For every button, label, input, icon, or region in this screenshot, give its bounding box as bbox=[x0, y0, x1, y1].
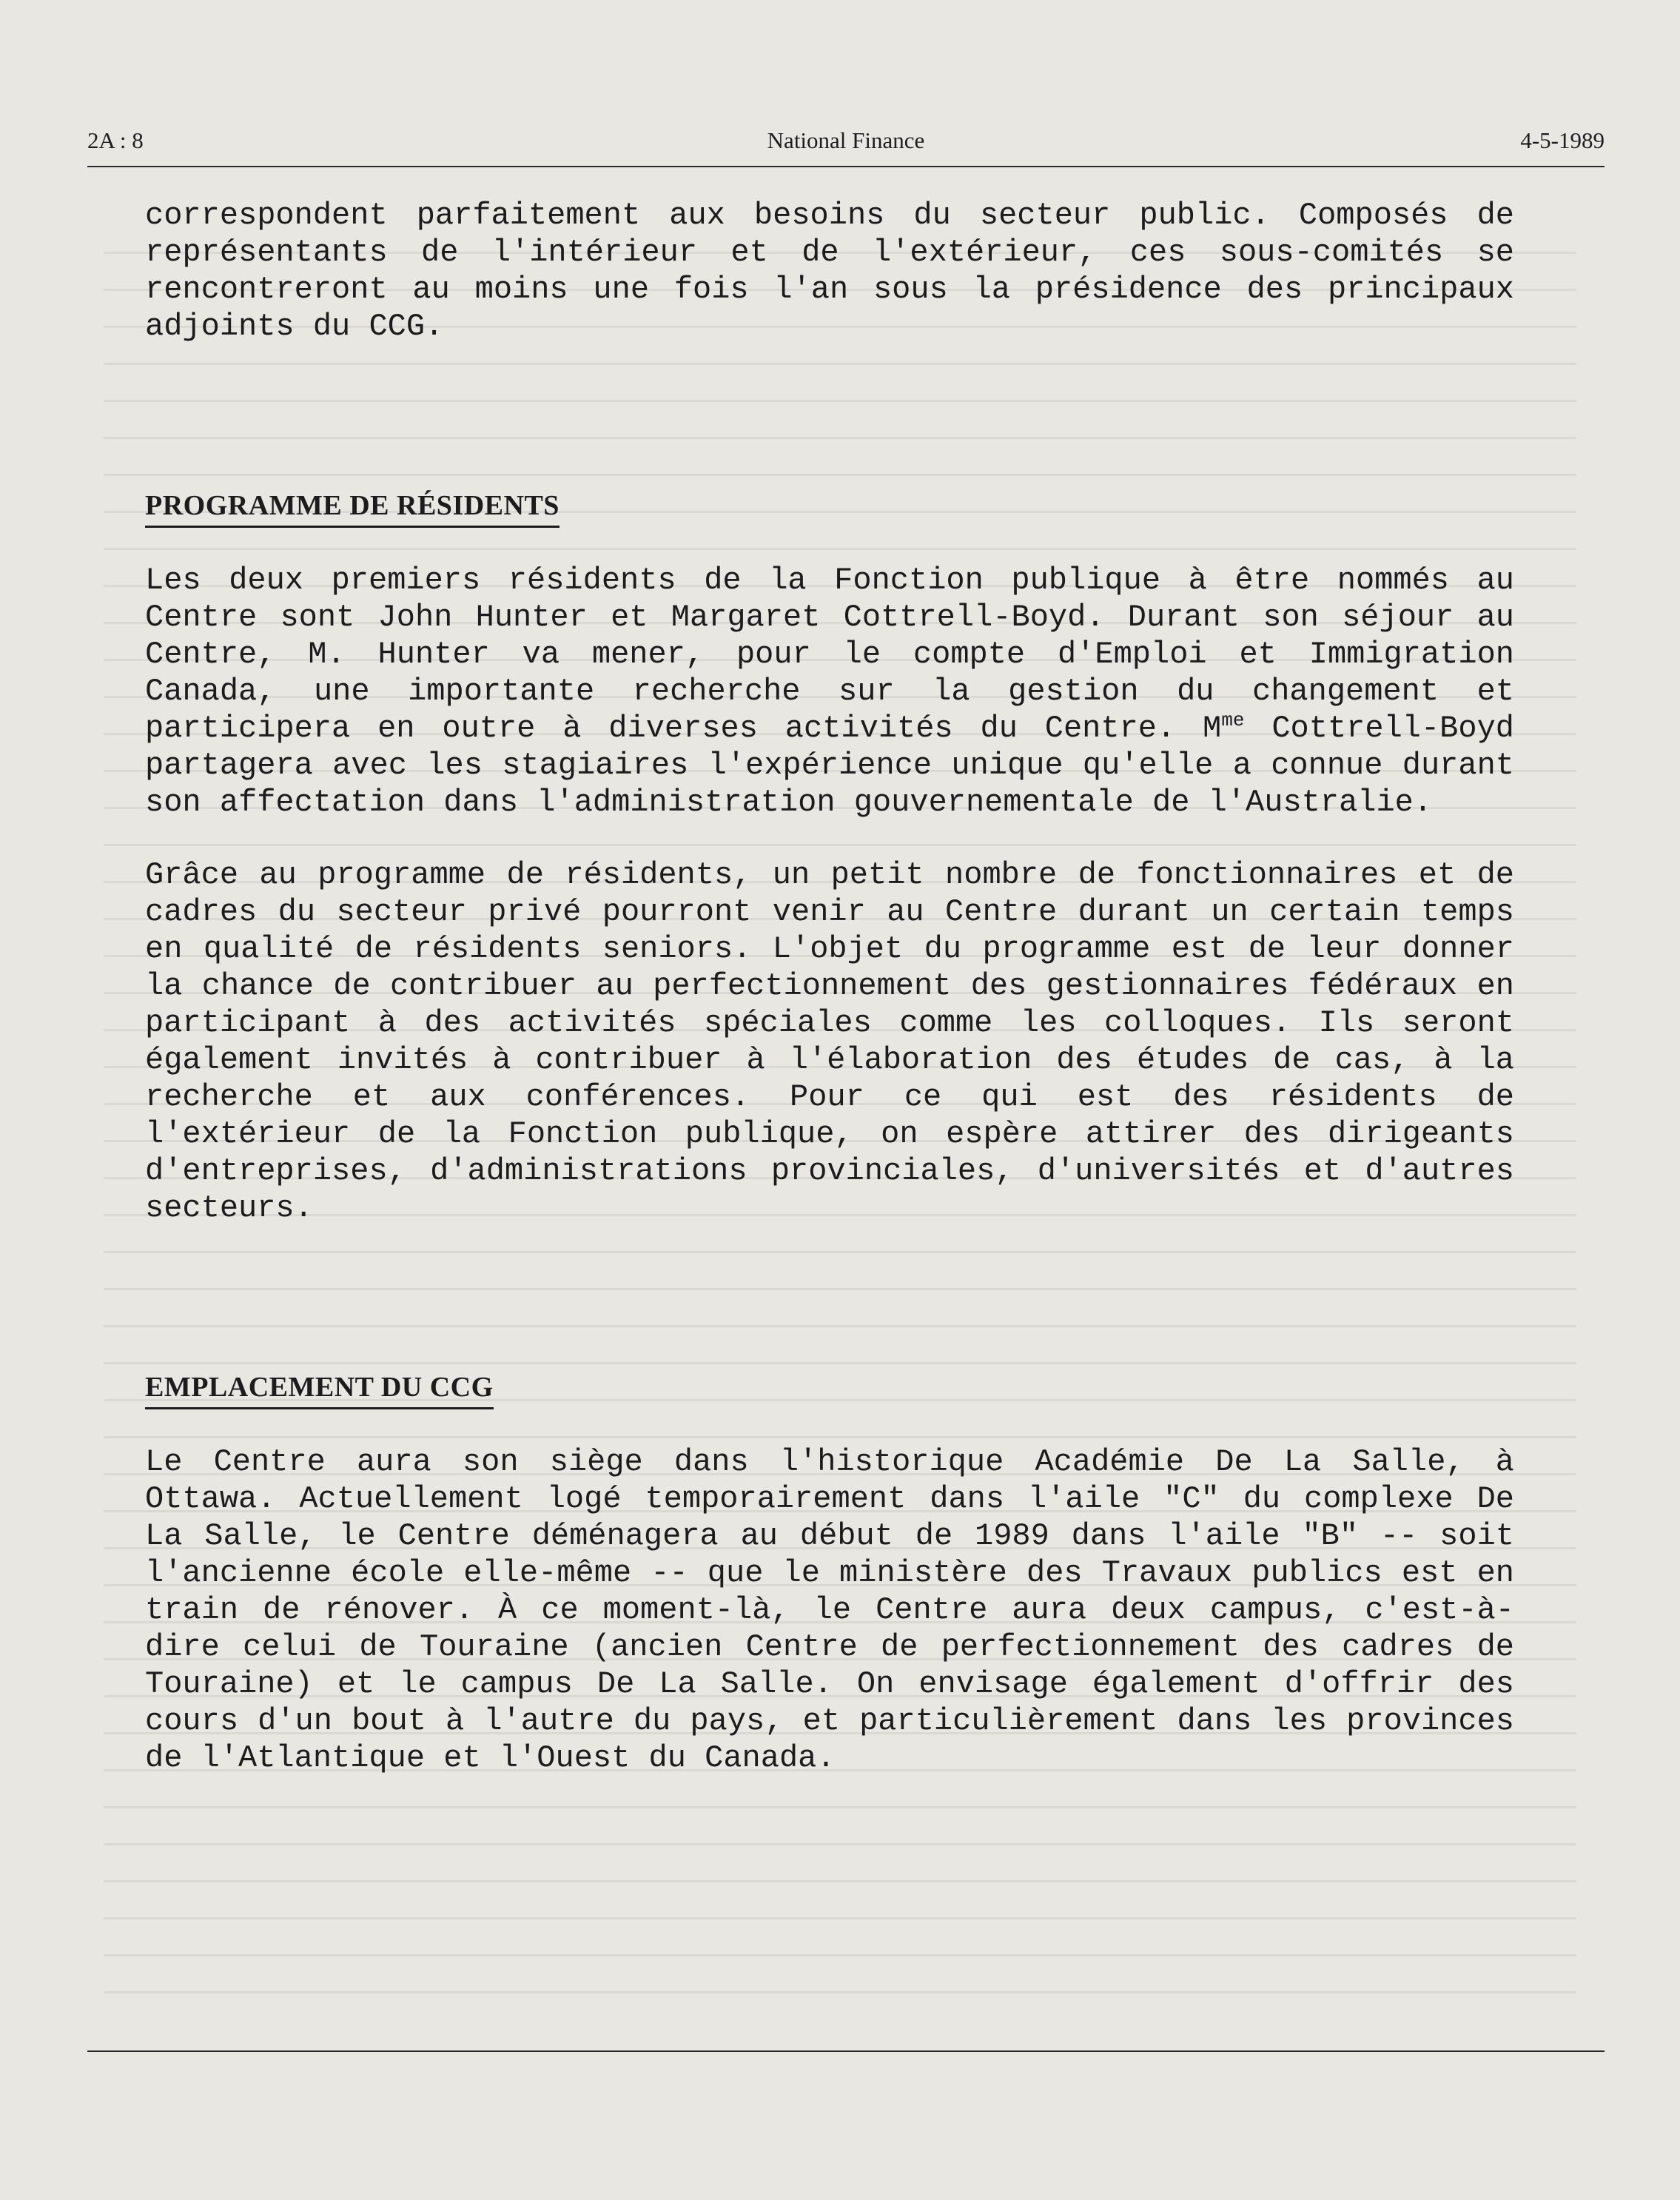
section-heading-wrapper bbox=[145, 487, 1514, 528]
emplacement-paragraph: Le Centre aura son siège dans l'historique Académie De La Salle, à Ottawa. Actuellement logé temporairement dans l'aile "C" du complexe De La Salle, le Centre déménagera au début de 1989 dans l'aile "B" -- soit l'ancienne école elle-même -- que le ministère des Travaux publics est en train de rénover. À ce moment-là, le Centre aura deux campus, c'est-à-dire celui de Touraine (ancien Centre de perfectionnement des cadres de Touraine) et le campus De La Salle. On envisage également d'offrir des cours d'un bout à l'autre du pays, et particulièrement dans les provinces de l'Atlantique et l'Ouest du Canada. bbox=[145, 1444, 1514, 1776]
programme-paragraph-1 bbox=[145, 562, 1514, 821]
issue-date: 4-5-1989 bbox=[1520, 127, 1605, 153]
programme-paragraph-2: Grâce au programme de résidents, un petit nombre de fonctionnaires et de cadres du secteur privé pourront venir au Centre durant un certain temps en qualité de résidents seniors. L'objet du programme est de leur donner la chance de contribuer au perfectionnement des gestionnaires fédéraux en participant à des activités spéciales comme les colloques. Ils seront également invités à contribuer à l'élaboration des études de cas, à la recherche et aux conférences. Pour ce qui est des résidents de l'extérieur de la Fonction publique, on espère attirer des dirigeants d'entreprises, d'administrations provinciales, d'universités et d'autres secteurs. bbox=[145, 857, 1514, 1226]
publication-title: National Finance bbox=[767, 127, 925, 153]
footer-rule bbox=[87, 2050, 1605, 2052]
programme-paragraph-1-part-a: Les deux premiers résidents de la Fonction publique à être nommés au Centre sont John Hunter et Margaret Cottrell-Boyd. Durant son séjour au Centre, M. Hunter va mener, pour le compte d'Emploi et Immigration Canada, une importante recherche sur la gestion du changement et participera en outre à diverses activités du Centre. M bbox=[145, 563, 1514, 746]
running-header bbox=[87, 127, 1605, 166]
heading-programme-residents: PROGRAMME DE RÉSIDENTS bbox=[145, 487, 560, 528]
main-text bbox=[145, 197, 1514, 1777]
programme-paragraph-1-part-b: Cottrell-Boyd partagera avec les stagiaires l'expérience unique qu'elle a connue durant son affectation dans l'administration gouvernementale de l'Australie. bbox=[145, 711, 1514, 820]
page-reference: 2A : 8 bbox=[87, 127, 144, 153]
intro-paragraph: correspondent parfaitement aux besoins du secteur public. Composés de représentants de l'intérieur et de l'extérieur, ces sous-comités se rencontreront au moins une fois l'an sous la présidence des principaux adjoints du CCG. bbox=[145, 198, 1514, 344]
header-rule bbox=[87, 166, 1605, 167]
heading-emplacement-ccg: EMPLACEMENT DU CCG bbox=[145, 1369, 494, 1409]
section-heading-wrapper bbox=[145, 1369, 1514, 1409]
superscript-me: me bbox=[1221, 709, 1245, 731]
